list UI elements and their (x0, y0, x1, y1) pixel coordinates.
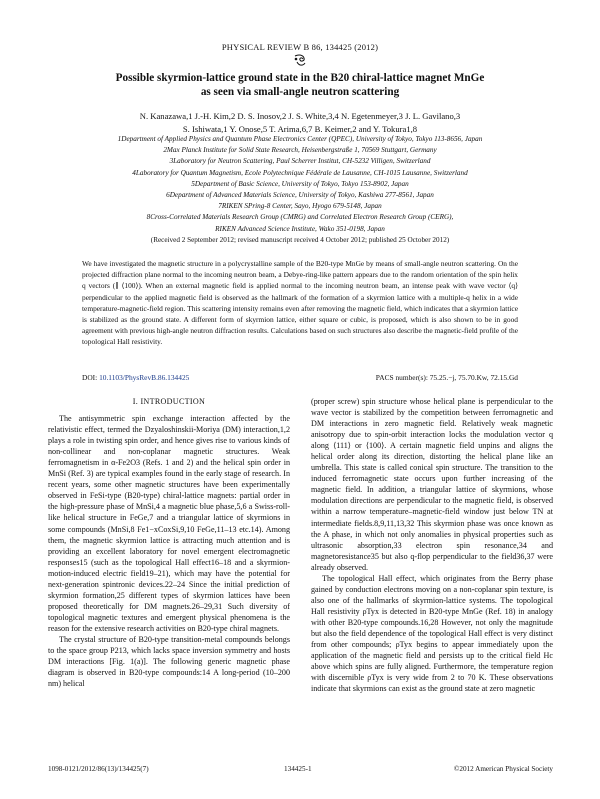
title-line-1: Possible skyrmion-lattice ground state in the B20 chiral-lattice magnet MnGe (115, 72, 485, 84)
authors-line-1: N. Kanazawa,1 J.-H. Kim,2 D. S. Inosov,2 J. S. White,3,4 N. Egetenmeyer,3 J. L. Gavilano,3 (139, 111, 461, 121)
journal-logo-icon (291, 54, 309, 67)
affiliation: 2Max Planck Institute for Solid State Research, Heisenbergstraße 1, 70569 Stuttgart, Germany (163, 146, 437, 155)
pacs-numbers: PACS number(s): 75.25.−j, 75.70.Kw, 72.15.Gd (375, 373, 518, 382)
paragraph: The crystal structure of B20-type transition-metal compounds belongs to the space group P213, which lacks space inversion symmetry and hosts DM interactions [Fig. 1(a)]. The following generic magnetic phase diagram is observed in B20-type compounds:14 A long-period (10–200 nm) helical (48, 634, 290, 689)
abstract: We have investigated the magnetic structure in a polycrystalline sample of the B20-type MnGe by means of small-angle neutron scattering. On the projected diffraction plane normal to the incoming neutron beam, a Debye-ring-like pattern appears due to the random orientation of the spin helix q vectors (∥ ⟨100⟩). When an external magnetic field is applied normal to the incoming neutron beam, an intense peak with wave vector ⟨q⟩ perpendicular to the applied magnetic field is observed as the hallmark of the formation of a skyrmion lattice with a multiple-q helix in a wide temperature-magnetic-field region. This scattering intensity remains even after removing the magnetic field, which indicates that a skyrmion lattice is stabilized as the ground state. A different form of skyrmion lattice, either square or cubic, is proposed, which is also shown to be in good agreement with previous high-angle neutron diffraction results. Calculations based on such structures also describe the magnetic-field profile of the topological Hall resistivity. (82, 259, 518, 347)
doi-label: DOI: (82, 373, 98, 382)
affiliation: 1Department of Applied Physics and Quantum Phase Electronics Center (QPEC), University of Tokyo, Tokyo 113-8656, Japan (117, 135, 483, 143)
paragraph: The topological Hall effect, which originates from the Berry phase gained by conduction electrons moving on a non-coplanar spin texture, is also one of the hallmarks of skyrmion-lattice systems. The topological Hall resistivity ρTyx is detected in B20-type MnGe (Ref. 18) in analogy with other B20-type compounds.16,28 However, not only the magnitude but also the field dependence of the topological Hall effect is very distinct from other compounds; ρTyx begins to appear immediately upon the application of the magnetic field and persists up to the critical field Hc above which spins are fully aligned. Furthermore, the temperature region with discernible ρTyx is very wide from 2 to 70 K. These observations indicate that skyrmions can exist as the ground state at zero magnetic (311, 573, 553, 694)
affiliation: 3Laboratory for Neutron Scattering, Paul Scherrer Institut, CH-5232 Villigen, Switzerland (169, 157, 431, 166)
affiliation: 8Cross-Correlated Materials Research Group (CMRG) and Correlated Electron Research Group (CERG), (146, 213, 454, 222)
authors-line-2: S. Ishiwata,1 Y. Onose,5 T. Arima,6,7 B. Keimer,2 and Y. Tokura1,8 (182, 123, 418, 134)
left-column (48, 396, 290, 689)
paragraph: The antisymmetric spin exchange interaction affected by the relativistic effect, termed the Dzyaloshinskii-Moriya (DM) interaction,1,2 plays a role in twisting spin order, and hence gives rise to various kinds of non-collinear and non-coplanar magnetic structures. Weak ferromagnetism in α-Fe2O3 (Refs. 1 and 2) and the helical spin order in MnSi (Ref. 3) are typical examples found in the early stage of research. In recent years, some other magnetic structures have been experimentally observed in FeSi-type (B20-type) chiral-lattice magnets: partial order in the high-pressure phase of MnSi,4 a magnetic blue phase,5,6 a Swiss-roll-like helical structure in FeGe,7 and a triangular lattice of skyrmions in some compounds (MnSi,8 Fe1−xCoxSi,9,10 FeGe,11–13 etc.14). Among them, the magnetic skyrmion lattice is attracting much attention and is providing an excellent laboratory for novel emergent electromagnetic responses15 (such as the topological Hall effect16–18 and a skyrmion-motion-induced electric field19–21), which may have the potential for next-generation spintronic devices.22–24 Since the initial prediction of skyrmion formation,25 different types of skyrmion lattices have been proposed theoretically for DM magnets.26–29,31 Such diversity of topological magnetic textures and emergent physical phenomena is the reason for the extensive research activities on B20-type chiral magnets. (48, 414, 290, 633)
section-heading: I. INTRODUCTION (132, 397, 206, 406)
affiliations (40, 134, 560, 246)
paper-title (60, 71, 540, 99)
affiliation: 7RIKEN SPring-8 Center, Sayo, Hyogo 679-5148, Japan (218, 202, 382, 211)
affiliation: 4Laboratory for Quantum Magnetism, Ecole Polytechnique Fédérale de Lausanne, CH-1015 Lausanne, Switzerland (132, 168, 468, 177)
author-list (70, 110, 530, 135)
title-line-2: as seen via small-angle neutron scattering (200, 86, 400, 98)
received-dates: (Received 2 September 2012; revised manuscript received 4 October 2012; published 25 October 2012) (150, 235, 450, 244)
affiliation: 5Department of Basic Science, University of Tokyo, Tokyo 153-8902, Japan (191, 179, 409, 188)
doi (82, 373, 189, 382)
affiliation: RIKEN Advanced Science Institute, Wako 351-0198, Japan (215, 224, 385, 233)
page-footer (48, 765, 553, 777)
footer-issn: 1098-0121/2012/86(13)/134425(7) (48, 765, 149, 773)
doi-link[interactable]: 10.1103/PhysRevB.86.134425 (99, 373, 190, 382)
paragraph: (proper screw) spin structure whose helical plane is perpendicular to the wave vector is stabilized by the competition between ferromagnetic and DM interactions in zero magnetic field. Relatively weak magnetic anisotropy due to spin-orbit interaction locks the modulation vector q along ⟨111⟩ or ⟨100⟩. A certain magnetic field unpins and aligns the helical order along its direction, distorting the helical plane like an umbrella. This state is called conical spin structure. The transition to the induced ferromagnetic state occurs upon further increasing of the magnetic field. In addition, a triangular lattice of skyrmions, whose modulation directions are perpendicular to the magnetic field, is observed within a narrow temperature–magnetic-field window just below TN at intermediate fields.8,9,11,13,32 This skyrmion phase was once known as the A phase, in which not only anomalies in physical properties such as ultrasonic absorption,33 electron spin resonance,34 and magnetoresistance35 but also q-flop perpendicular to the field36,37 were already observed. (311, 397, 553, 572)
right-column (311, 396, 553, 694)
article-meta (82, 373, 518, 385)
affiliation: 6Department of Advanced Materials Science, University of Tokyo, Kashiwa 277-8561, Japan (166, 191, 434, 200)
footer-page-number: 134425-1 (284, 765, 312, 773)
footer-copyright: ©2012 American Physical Society (453, 765, 553, 773)
journal-header: PHYSICAL REVIEW B 86, 134425 (2012) (221, 42, 379, 52)
